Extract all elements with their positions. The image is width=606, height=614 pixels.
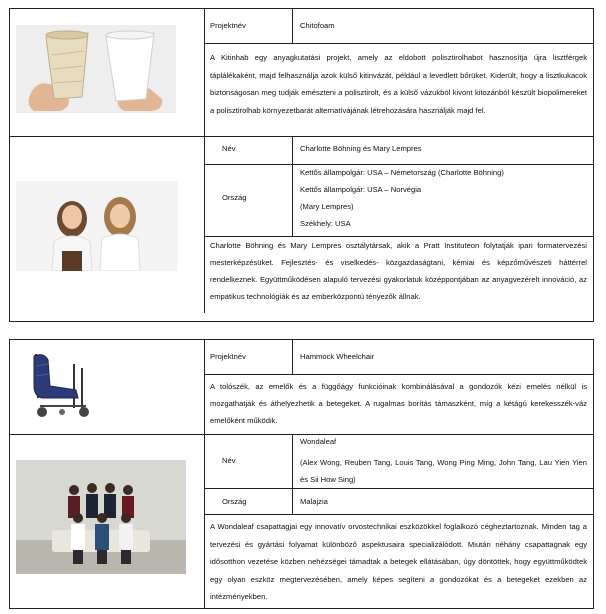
- team-name: Wondaleaf: [300, 437, 337, 446]
- team-description: Charlotte Böhning és Mary Lempres osztálytársak, akik a Pratt Instituteon folytatják ipari formatervezési mesterképzésüket. Fejlesztés- és viselkedés- közgazdaságtani, kémiai és képzőművészeti háttérrel rendelkeznek. Együttműködésen alapuló tervezési gyakorlatuk középpontjában az anyagvezérelt innováció, az empatikus technológiák és az emberközpontú tényezők állnak.: [210, 241, 587, 301]
- country-line: Székhely: USA: [300, 219, 351, 228]
- project-name: Hammock Wheelchair: [300, 352, 375, 361]
- hammock-wheelchair-photo: [16, 346, 100, 424]
- project-description: A Kitinhab egy anyagkutatási projekt, amely az eldobott polisztirolhabot hasznosítja újra lisztférgek táplálékaként, majd felhasználja azok külső kitinvázát, például a levedlett bőrüket. Kiderült, hogy a lisztkukacok biztonságosan meg tudják emészteni a polisztirolt, és a külső vázukból kivont kitozánból készült biopolimereket a polisztirolhab környezetbarát alternatívájának létrehozására használják majd fel.: [210, 53, 587, 115]
- team-members: (Alex Wong, Reuben Tang, Louis Tang, Wong Ping Ming, John Tang, Lau Yien Yien és Sii How Sing): [300, 458, 587, 484]
- country-line: (Mary Lempres): [300, 202, 354, 211]
- project-description: A tolószék, az emelők és a függőágy funkcióinak kombinálásával a gondozók kézi emelés nélkül is mozgathatják és áthelyezhetik a betegeket. A rugalmas borítás támaszként, míg a kétágú kerekesszék-váz emelőként működik.: [210, 382, 587, 425]
- project-table-chitofoam: [9, 8, 594, 322]
- name-label: Név: [222, 144, 236, 153]
- team-names: Charlotte Böhning és Mary Lempres: [300, 144, 422, 153]
- team-photo-wondaleaf: [16, 460, 186, 574]
- project-name: Chitofoam: [300, 21, 335, 30]
- project-table-hammock-wheelchair: [9, 339, 594, 609]
- chitofoam-cups-photo: [16, 25, 176, 113]
- project-label: Projektnév: [210, 352, 246, 361]
- project-label: Projektnév: [210, 21, 246, 30]
- country-line: Kettős állampolgár: USA – Németország (Charlotte Böhning): [300, 168, 504, 177]
- name-label: Név: [222, 456, 236, 465]
- country-line: Kettős állampolgár: USA – Norvégia: [300, 185, 422, 194]
- team-photo-bohning-lempres: [16, 181, 178, 271]
- country-value: Malajzia: [300, 497, 328, 506]
- team-description: A Wondaleaf csapattagjai egy innovatív orvostechnikai eszközökkel foglalkozó cégheztartoznak. Minden tag a tervezési és gyártási folyamat különböző aspektusaira specializálódott. Miután néhány csapattagnak egy idősotthon vezetése közben nehézségei támadtak a betegek ellátásában, úgy döntöttek, hogy együttműködtek egy olyan eszköz megtervezésében, amely képes segíteni a gondozókat és a betegeket ezekben az intézményekben.: [210, 522, 587, 601]
- country-label: Ország: [222, 497, 247, 506]
- country-label: Ország: [222, 193, 247, 202]
